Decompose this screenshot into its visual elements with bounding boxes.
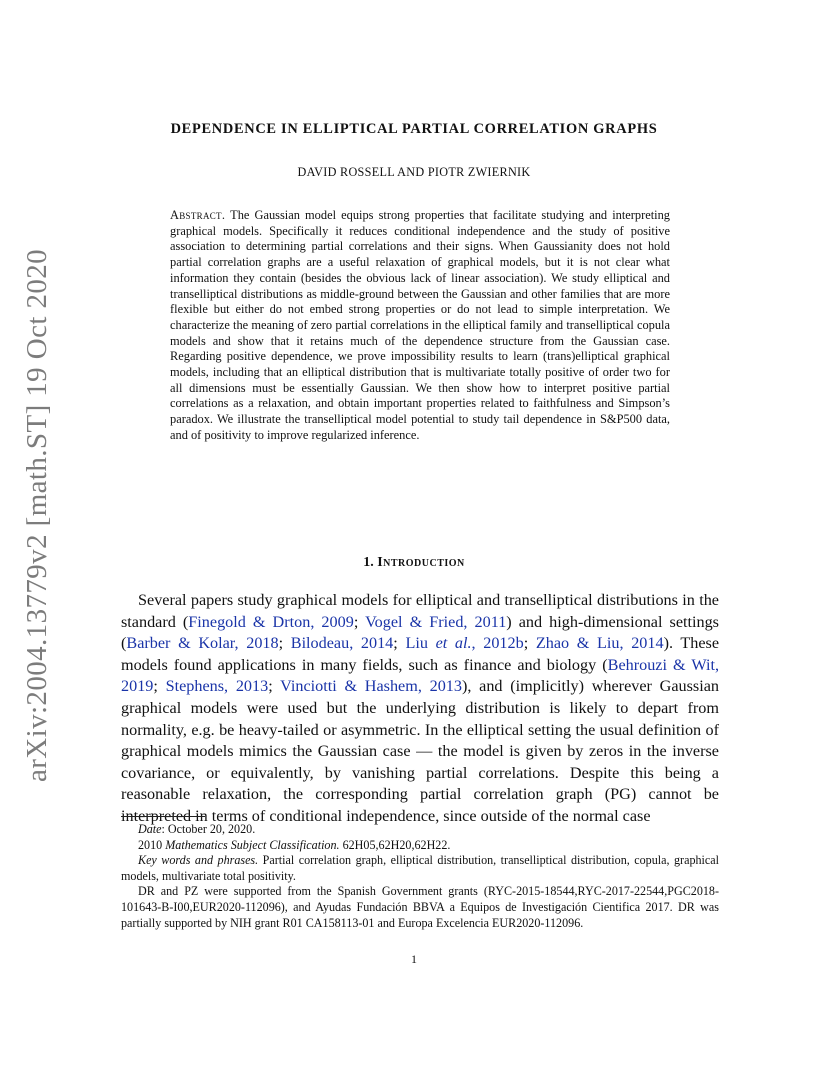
introduction-paragraph xyxy=(121,590,719,828)
page-number: 1 xyxy=(411,952,417,966)
citation-et-al: et al. xyxy=(435,634,472,653)
citation-link[interactable]: Vinciotti & Hashem, 2013 xyxy=(280,677,462,696)
section-number: 1. xyxy=(363,555,374,570)
footnotes xyxy=(121,822,719,931)
citation-author: Liu xyxy=(405,634,436,653)
arxiv-identifier-text: arXiv:2004.13779v2 [math.ST] 19 Oct 2020 xyxy=(21,248,54,782)
intro-text: ; xyxy=(278,634,291,653)
footnote-date-value: : October 20, 2020. xyxy=(161,822,256,836)
citation-link[interactable]: Finegold & Drton, 2009 xyxy=(188,612,354,631)
abstract-text: The Gaussian model equips strong properties that facilitate studying and interpreting graphical models. Specifically it reduces conditional independence and the study of positive association to determining partial correlations and their signs. When Gaussianity does not hold partial correlation graphs are a useful relaxation of graphical models, but it is not clear what information they contain (besides the obvious lack of linear association). We study elliptical and transelliptical distributions as middle-ground between the Gaussian and other families that are more flexible but either do not embed strong properties or do not lead to simple interpretation. We characterize the meaning of zero partial correlations in the elliptical family and transelliptical copula models and show that it retains much of the dependence structure from the Gaussian case. Regarding positive dependence, we prove impossibility results to learn (trans)elliptical graphical models, including that an elliptical distribution that is multivariate totally positive of order two for all dimensions must be essentially Gaussian. We then show how to interpret positive partial correlations as a relaxation, and obtain important properties related to faithfulness and Simpson’s paradox. We illustrate the transelliptical model potential to study tail dependence in S&P500 data, and of positivity to improve regularized inference. xyxy=(170,208,670,442)
citation-link[interactable]: Zhao & Liu, 2014 xyxy=(535,634,664,653)
intro-text: ; xyxy=(523,634,536,653)
footnote-msc-prefix: 2010 xyxy=(138,837,166,852)
abstract xyxy=(170,208,670,444)
footnote-keywords-value: Partial correlation graph, elliptical distribution, transelliptical distribution, copula, graphical models, multivariate total positivity. xyxy=(121,853,719,883)
footnote-msc-label: Mathematics Subject Classification. xyxy=(165,837,340,852)
citation-link[interactable] xyxy=(405,634,523,652)
footnote-msc-value: 62H05,62H20,62H22. xyxy=(339,837,451,852)
intro-text: ; xyxy=(353,612,366,631)
footnote-date xyxy=(121,822,719,838)
paper-authors: DAVID ROSSELL AND PIOTR ZWIERNIK xyxy=(297,165,531,179)
citation-link[interactable]: Barber & Kolar, 2018 xyxy=(126,634,279,653)
abstract-label: Abstract. xyxy=(170,208,226,222)
intro-text: ; xyxy=(153,677,166,696)
section-title: Introduction xyxy=(377,555,465,570)
citation-link[interactable]: Bilodeau, 2014 xyxy=(290,634,394,653)
intro-text: ) and high-dimensional settings ( xyxy=(121,612,719,653)
footnote-msc xyxy=(121,838,719,854)
intro-text: ), and (implicitly) wherever Gaussian graphical models were used but the underlying distribution is likely to depart from normality, e.g. be heavy-tailed or asymmetric. In the elliptical setting the usual definition of graphical models mimics the Gaussian case — the model is given by zeros in the inverse covariance, or equivalently, by vanishing partial correlations. Despite this being a reasonable relaxation, the corresponding partial correlation graph (PG) cannot be interpreted in terms of conditional independence, since outside of the normal case xyxy=(121,677,719,825)
intro-text: ). These models found applications in many fields, such as finance and biology ( xyxy=(121,634,720,674)
footnote-funding: DR and PZ were supported from the Spanish Government grants (RYC-2015-18544,RYC-2017-22544,PGC2018-101643-B-I00,EUR2020-112096), and Ayudas Fundación BBVA a Equipos de Investigación Cientifica 2017. DR was partially supported by NIH grant R01 CA158113-01 and Europa Excelencia EUR2020-112096. xyxy=(121,884,719,930)
footnote-keywords xyxy=(121,853,719,884)
footnote-date-label: Date xyxy=(138,822,162,836)
citation-link[interactable]: Stephens, 2013 xyxy=(165,677,269,696)
citation-link[interactable]: Vogel & Fried, 2011 xyxy=(365,612,507,631)
citation-link[interactable]: Behrouzi & Wit, 2019 xyxy=(121,655,720,696)
footnote-divider xyxy=(121,816,205,817)
paper-title: DEPENDENCE IN ELLIPTICAL PARTIAL CORRELATION GRAPHS xyxy=(170,121,658,137)
arxiv-identifier-stamp xyxy=(18,248,58,782)
intro-text: ; xyxy=(393,634,406,653)
intro-text: Several papers study graphical models for elliptical and transelliptical distributions in the standard ( xyxy=(121,591,719,631)
citation-year: , 2012b xyxy=(471,634,524,653)
intro-text: ; xyxy=(268,677,281,696)
section-heading-introduction xyxy=(0,555,828,571)
footnote-keywords-label: Key words and phrases. xyxy=(138,853,259,868)
